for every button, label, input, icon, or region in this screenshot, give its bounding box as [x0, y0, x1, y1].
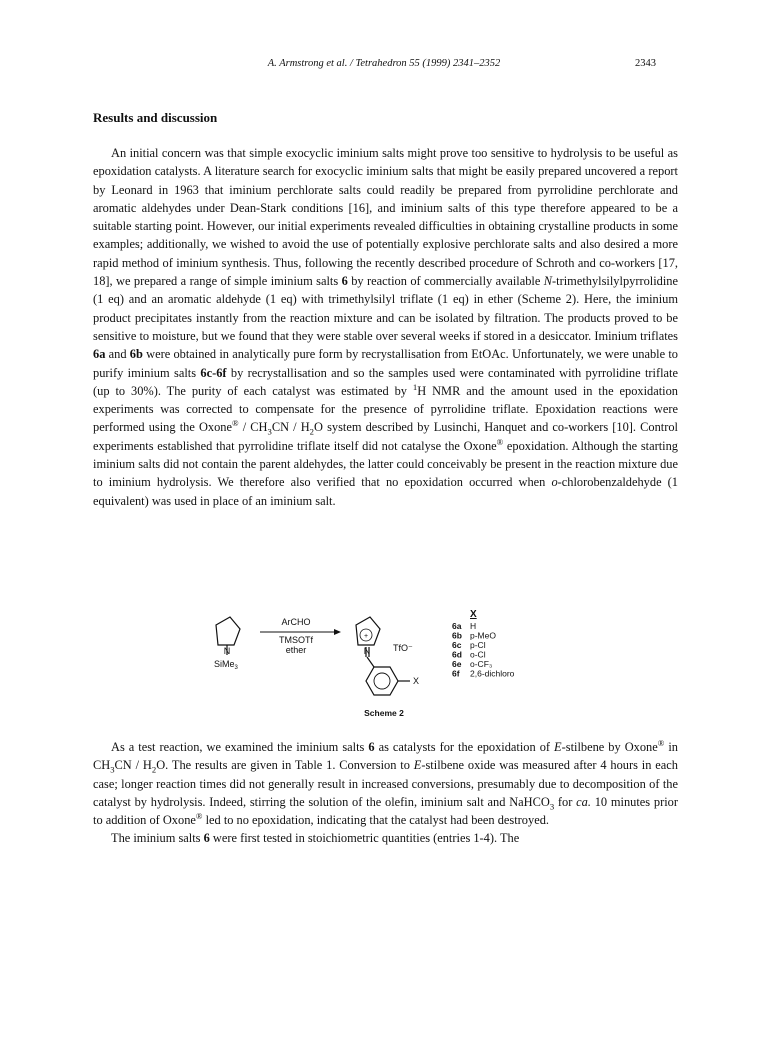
compound-id: 6e [452, 659, 462, 669]
table-header-x: X [470, 609, 477, 620]
nitrogen-label-2: N [363, 646, 371, 656]
substituent-x: X [413, 676, 420, 686]
substituent-table [452, 609, 515, 679]
scheme-caption: Scheme 2 [364, 708, 404, 718]
paragraph-1 [93, 144, 678, 510]
page-number: 2343 [635, 58, 656, 69]
scheme-2-diagram [196, 605, 596, 725]
trimethylsilyl-label: SiMe$_3$ [214, 659, 238, 671]
compound-id: 6a [452, 621, 462, 631]
running-head: A. Armstrong et al. / Tetrahedron 55 (1999) 2341–2352 [267, 58, 501, 69]
compound-substituent: 2,6-dichloro [470, 668, 515, 679]
compound-substituent: p-MeO [470, 630, 496, 641]
paragraph-3-text: The iminium salts 6 were first tested in stoichiometric quantities (entries 1-4). The [111, 831, 520, 846]
compound-substituent: H [470, 621, 477, 631]
positive-charge: + [363, 633, 369, 640]
section-title: Results and discussion [93, 110, 218, 125]
nitrogen-label-1: N [223, 646, 231, 656]
aromatic-ring-circle [374, 673, 390, 689]
reagent-aldehyde: ArCHO [281, 617, 311, 627]
compound-substituent: p-Cl [470, 640, 486, 650]
paragraph-2 [93, 738, 678, 848]
reagent-solvent: ether [285, 645, 307, 655]
paragraph-2-text: As a test reaction, we examined the iminium salts 6 as catalysts for the epoxidation of E-stilbene by Oxone® in $CH_3CN / H_2O$. The results are given in Table 1. Conversion to E-stilbene oxide was measured after 4 hours in each case; longer reaction times did not generally result in increased conversions, presumably due to decomposition of the catalyst by hydrolysis. Indeed, stirring the solution of the olefin, iminium salt and NaHCO$_3$ for ca. 10 minutes prior to addition of Oxone® led to no epoxidation, indicating that the catalyst had been destroyed. [93, 737, 678, 828]
triflate-counterion: TfO⁻ [393, 643, 413, 653]
running-header [0, 58, 768, 74]
compound-substituent: o-Cl [470, 649, 486, 660]
compound-id: 6c [452, 640, 462, 650]
compound-id: 6f [452, 668, 460, 679]
iminium-salt-structure [356, 617, 410, 695]
compound-id: 6d [452, 649, 462, 660]
arrow-head [334, 629, 341, 635]
paragraph-1-text: An initial concern was that simple exocyclic iminium salts might prove too sensitive to hydrolysis to be useful as epoxidation catalysts. A literature search for exocyclic iminium salts that might be easily prepared uncovered a report by Leonard in 1963 that iminium perchlorate salts could readily be prepared from pyrrolidine perchlorate and aromatic aldehydes under Dean-Stark conditions [16], and iminium salts of this type therefore appeared to be a suitable starting point. However, our initial experiments revealed difficulties in obtaining crystalline products in some examples; additionally, we wished to avoid the use of potentially explosive perchlorate salts and also desired a more rapid method of iminium synthesis. Thus, following the recently described procedure of Schroth and co-workers [17, 18], we prepared a range of simple iminium salts 6 by reaction of commercially available N-trimethylsilylpyrrolidine (1 eq) and an aromatic aldehyde (1 eq) with trimethylsilyl triflate (1 eq) in ether (Scheme 2). Here, the iminium product precipitates instantly from the reaction mixture and can be isolated by filtration. The products proved to be sensitive to moisture, but we found that they were stable over several weeks if stored in a desiccator. Iminium triflates 6a and 6b were obtained in analytically pure form by recrystallisation from EtOAc. Unfortunately, we were unable to purify iminium salts 6c-6f by recrystallisation and so the samples used were contaminated with pyrrolidine triflate (up to 30%). The purity of each catalyst was estimated by $^1$H NMR and the amount used in the epoxidation experiments was corrected to compensate for the presence of pyrrolidine triflate. Epoxidation reactions were performed using the Oxone® / $CH_3CN / H_2O$ system described by Lusinchi, Hanquet and co-workers [10]. Control experiments established that pyrrolidine triflate itself did not catalyse the Oxone® epoxidation. Although the starting iminium salts did not contain the parent aldehydes, the latter could conceivably be present in the reaction mixture due to iminium hydrolysis. We therefore also verified that no epoxidation occurred when o-chlorobenzaldehyde (1 equivalent) was used in place of an iminium salt. [93, 146, 678, 508]
compound-id: 6b [452, 630, 462, 641]
compound-substituent: o-CF₃ [470, 659, 493, 669]
reagent-tmsotf: TMSOTf [279, 635, 313, 645]
